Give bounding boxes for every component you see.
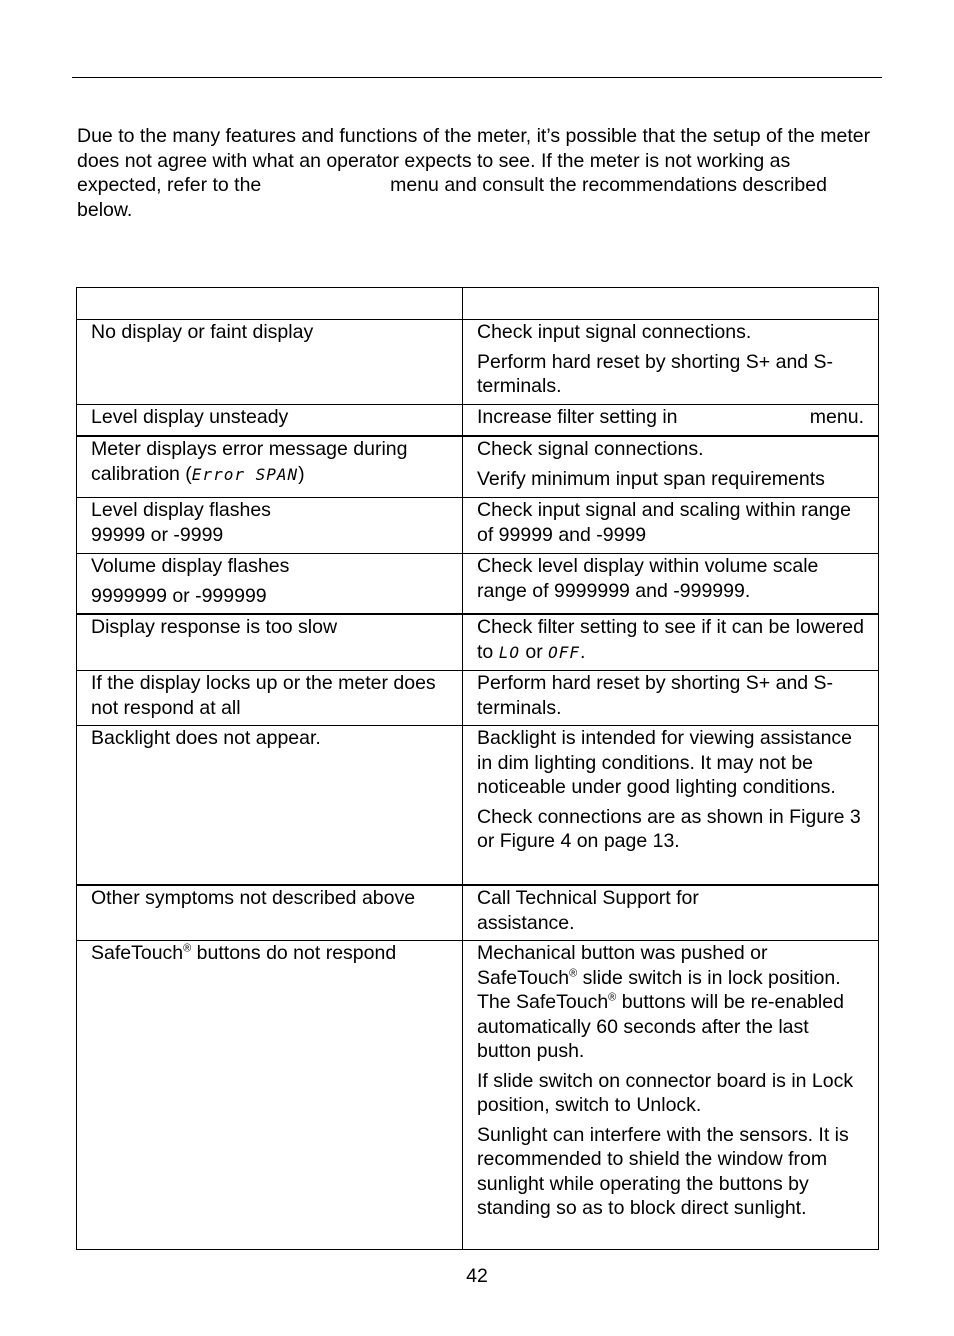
remedy-text: Perform hard reset by shorting S+ and S- terminals. [477,672,834,719]
symptom-cell [77,554,463,615]
symptom-text-a: Meter displays error message during calibration ( [91,438,408,485]
symptom-text-a: SafeTouch [91,942,184,964]
remedy-cell [463,726,879,886]
remedy-text-a: Check filter setting to see if it can be lowered to [477,616,864,663]
symptom-text: Level display flashes 99999 or -9999 [91,499,271,546]
remedy-text: Check level display within volume scale range of 9999999 and -999999. [477,555,819,602]
symptom-text [91,941,448,966]
symptom-cell [77,941,463,1250]
remedy-text-end: . [580,640,586,663]
table-row [77,726,879,886]
error-span-code: Error SPAN [191,464,299,484]
remedy-text: Check connections are as shown in Figure 3 or Figure 4 on page 13. [477,805,861,852]
remedy-text: Check signal connections. [477,438,704,460]
remedy-text-b: menu. [809,406,864,428]
remedy-text [477,941,864,1064]
symptom-text: No display or faint display [91,321,314,343]
symptom-cell [77,498,463,554]
remedy-cell [463,498,879,554]
remedy-text-a: Increase filter setting in [477,406,678,428]
intro-text-1: Due to the many features and functions of the meter, it’s possible that the setup of the meter does not agree with what an operator expects to see. If the meter is not working as expected, refer to the [77,125,871,196]
symptom-text: If the display locks up or the meter does not respond at all [91,672,436,719]
registered-mark: ® [569,967,578,979]
table-header-row [77,288,879,320]
symptom-text: Display response is too slow [91,616,338,638]
registered-mark: ® [608,991,617,1004]
symptom-text: 9999999 or -999999 [91,584,267,607]
remedy-text-c: buttons will be re-enabled automatically 60 seconds after the last button push. [477,991,844,1062]
intro-text-2: menu and consult the recommendations described below. [77,174,827,221]
symptom-text-b: buttons do not respond [191,942,397,964]
remedy-text [477,615,864,665]
remedy-text: Call Technical Support for assistance. [477,887,699,934]
remedy-cell [463,436,879,498]
symptom-text: Other symptoms not described above [91,887,416,909]
header-symptom [77,288,463,320]
symptom-cell [77,614,463,671]
registered-mark: ® [183,942,192,955]
remedy-text-or: or [525,640,543,663]
symptom-text: Backlight does not appear. [91,727,321,749]
remedy-text: Sunlight can interfere with the sensors. It is recommended to shield the window from sunlight while operating the buttons by standing so as to block direct sunlight. [477,1123,849,1219]
remedy-cell [463,554,879,615]
remedy-text: Backlight is intended for viewing assistance in dim lighting conditions. It may not be noticeable under good lighting conditions. [477,727,853,798]
remedy-text-b: slide switch is in lock position. The SafeTouch [477,966,841,1013]
remedy-cell [463,885,879,941]
table-row [77,941,879,1250]
symptom-text: Volume display flashes [91,555,290,577]
symptom-cell [77,320,463,405]
symptom-cell [77,671,463,726]
header-rule [72,77,882,78]
lo-code: LO [498,642,520,662]
symptom-text [91,437,448,487]
intro-paragraph [77,124,877,222]
symptom-text: Level display unsteady [91,406,289,428]
remedy-text: Check input signal and scaling within range of 99999 and -9999 [477,499,851,546]
remedy-text-a: Mechanical button was pushed or SafeTouch [477,942,768,989]
table-row [77,498,879,554]
remedy-text [477,405,864,430]
table-row [77,554,879,615]
remedy-cell [463,671,879,726]
remedy-text: Check input signal connections. [477,321,752,343]
table-row [77,436,879,498]
table-row [77,671,879,726]
off-code: OFF [548,642,581,662]
symptom-cell [77,436,463,498]
table-row [77,405,879,437]
page-number: 42 [466,1265,488,1287]
header-remedy [463,288,879,320]
symptom-cell [77,405,463,437]
table-row [77,885,879,941]
remedy-cell [463,405,879,437]
symptom-text-b: ) [298,462,305,485]
remedy-text: Verify minimum input span requirements [477,467,825,490]
table-row [77,320,879,405]
remedy-text: If slide switch on connector board is in Lock position, switch to Unlock. [477,1069,854,1116]
symptom-cell [77,726,463,886]
remedy-cell [463,320,879,405]
symptom-cell [77,885,463,941]
remedy-cell [463,614,879,671]
troubleshooting-table [76,287,879,1250]
table-row [77,614,879,671]
remedy-text: Perform hard reset by shorting S+ and S- terminals. [477,350,834,397]
remedy-cell [463,941,879,1250]
